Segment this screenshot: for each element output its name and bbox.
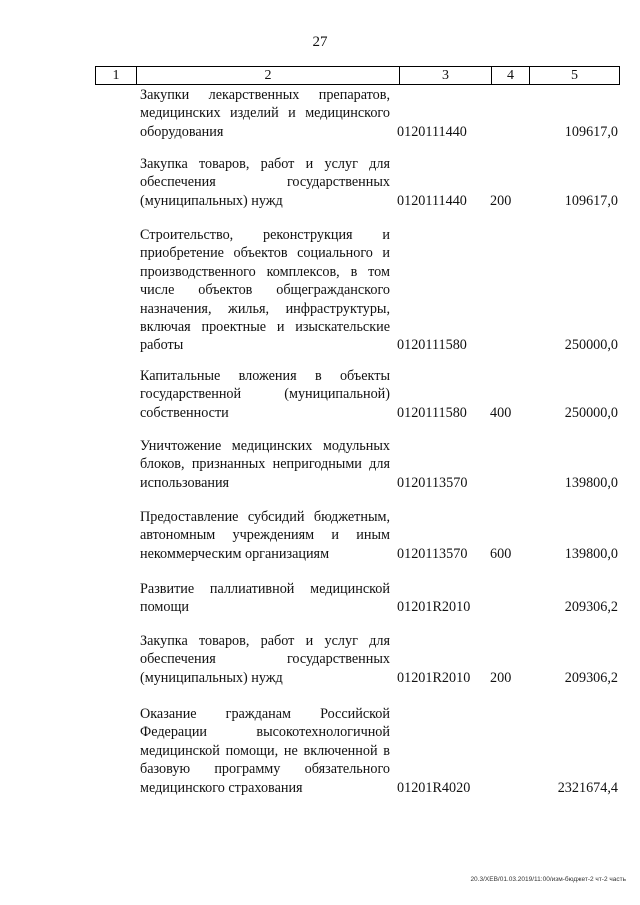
row-kind: 400: [490, 404, 512, 421]
row-description: Уничтожение медицинских модульных блоков, признанных непригодными для использования: [140, 438, 390, 491]
row-amount: 209306,2: [564, 669, 618, 686]
row-code: 0120111580: [397, 404, 467, 421]
row-amount: 250000,0: [564, 337, 618, 354]
column-header-2: 2: [137, 67, 400, 85]
row-code: 0120111440: [397, 123, 467, 140]
row-amount: 209306,2: [564, 599, 618, 616]
row-description: Закупка товаров, работ и услуг для обеспечения государственных (муниципальных) нужд: [140, 156, 390, 209]
row-code: 0120111440: [397, 192, 467, 209]
row-description: Развитие паллиативной медицинской помощи: [140, 581, 390, 616]
page-number: 27: [312, 34, 328, 50]
column-header-5: 5: [530, 67, 620, 85]
column-header-3: 3: [400, 67, 492, 85]
column-header-1: 1: [96, 67, 137, 85]
row-description: Закупки лекарственных препаратов, медицинских изделий и медицинского оборудования: [140, 87, 390, 140]
row-code: 0120111580: [397, 337, 467, 354]
row-description: Капитальные вложения в объекты государственной (муниципальной) собственности: [140, 368, 390, 421]
row-kind: 600: [490, 545, 512, 562]
row-code: 01201R2010: [397, 599, 471, 616]
row-amount: 109617,0: [564, 192, 618, 209]
row-amount: 139800,0: [564, 474, 618, 491]
row-kind: 200: [490, 669, 512, 686]
row-amount: 109617,0: [564, 123, 618, 140]
row-code: 01201R2010: [397, 669, 471, 686]
row-amount: 139800,0: [564, 545, 618, 562]
column-header-table: [95, 66, 620, 85]
row-amount: 250000,0: [564, 404, 618, 421]
row-description: Закупка товаров, работ и услуг для обеспечения государственных (муниципальных) нужд: [140, 633, 390, 686]
row-code: 0120113570: [397, 474, 468, 491]
row-description: Предоставление субсидий бюджетным, автономным учреждениям и иным некоммерческим организациям: [140, 509, 390, 562]
row-kind: 200: [490, 192, 512, 209]
row-description: Оказание гражданам Российской Федерации высокотехнологичной медицинской помощи, не включенной в базовую программу обязательного медицинского страхования: [140, 706, 390, 796]
column-header-4: 4: [492, 67, 530, 85]
row-amount: 2321674,4: [557, 779, 618, 796]
footer-note: 20.3/ХЕВ/01.03.2019/11:00/изм-бюджет-2 чт-2 часть: [470, 876, 626, 883]
row-code: 0120113570: [397, 545, 468, 562]
row-code: 01201R4020: [397, 779, 471, 796]
row-description: Строительство, реконструкция и приобретение объектов социального и производственного комплексов, в том числе объектов общегражданского назначения, жилья, инфраструктуры, включая проектные и изыскательские работы: [140, 227, 390, 354]
